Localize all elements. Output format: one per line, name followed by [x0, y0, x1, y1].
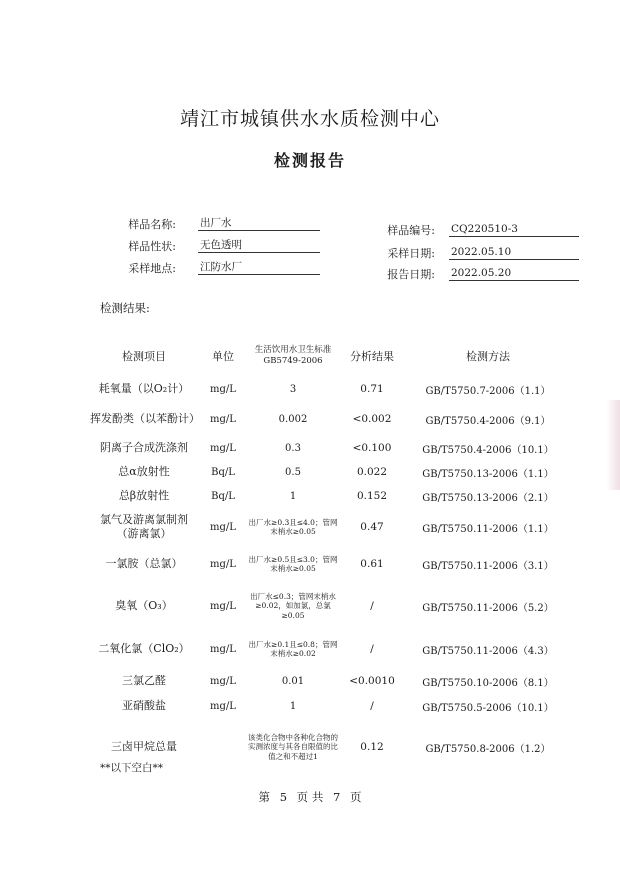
row-item: 氯气及游离氯制剂（游离氯）	[100, 513, 188, 540]
header-item: 检测项目	[122, 350, 166, 363]
report-date-label: 报告日期:	[387, 268, 435, 281]
row-item: 一氯胺（总氯）	[105, 557, 183, 570]
sample-name-value: 出厂水	[198, 216, 320, 231]
row-method: GB/T5750.13-2006（1.1）	[422, 468, 554, 480]
page-mid: 页 共	[296, 790, 324, 804]
row-result: /	[370, 700, 374, 712]
row-unit: mg/L	[210, 521, 236, 533]
table-row	[90, 630, 570, 668]
row-result: 0.47	[360, 521, 384, 533]
header-standard: 生活饮用水卫生标准GB5749-2006	[254, 345, 332, 366]
row-unit	[198, 718, 248, 776]
sample-no-value: CQ220510-3	[449, 222, 579, 237]
row-unit: mg/L	[210, 413, 236, 425]
row-standard: 出厂水≤0.3；管网末梢水≥0.02，如加氯，总氯≥0.05	[250, 591, 336, 620]
sampling-date-value: 2022.05.10	[449, 245, 579, 260]
row-method: GB/T5750.11-2006（4.3）	[422, 645, 554, 657]
row-method: GB/T5750.7-2006（1.1）	[425, 385, 551, 397]
page-current: 5	[279, 790, 288, 804]
row-standard: 出厂水≥0.1且≤0.8；管网末梢水≥0.02	[248, 639, 338, 658]
row-method: GB/T5750.10-2006（8.1）	[422, 677, 554, 689]
sample-state-value: 无色透明	[198, 238, 320, 253]
row-method: GB/T5750.13-2006（2.1）	[422, 492, 554, 504]
row-item: 三卤甲烷总量	[111, 740, 177, 753]
header-unit: 单位	[212, 350, 234, 363]
row-item: 亚硝酸盐	[122, 699, 166, 712]
results-table	[90, 336, 570, 776]
page-suffix: 页	[349, 790, 362, 804]
row-unit: mg/L	[210, 442, 236, 454]
sample-no-label: 样品编号:	[387, 224, 435, 237]
table-header-row	[90, 336, 570, 376]
row-result: 0.152	[356, 490, 388, 502]
sampling-site-label: 采样地点:	[128, 262, 176, 275]
row-method: GB/T5750.11-2006（5.2）	[422, 602, 554, 614]
report-title: 检测报告	[273, 151, 346, 170]
row-standard: 出厂水≥0.3且≤4.0；管网末梢水≥0.05	[248, 517, 338, 536]
row-method: GB/T5750.11-2006（3.1）	[422, 560, 554, 572]
row-result: <0.100	[352, 442, 392, 454]
row-item: 挥发酚类（以苯酚计）	[90, 412, 200, 425]
table-row	[90, 402, 570, 436]
row-item: 总α放射性	[118, 465, 170, 478]
row-unit: mg/L	[210, 383, 236, 395]
row-item: 总β放射性	[118, 489, 170, 502]
row-unit: Bq/L	[211, 466, 235, 478]
page-prefix: 第	[258, 790, 271, 804]
row-unit: mg/L	[210, 700, 236, 712]
page-number	[0, 789, 620, 805]
row-result: <0.002	[352, 413, 392, 425]
results-label: 检测结果:	[100, 301, 150, 315]
row-standard: 该类化合物中各种化合物的实测浓度与其各自限值的比值之和不超过1	[248, 732, 338, 761]
row-item: 阴离子合成洗涤剂	[100, 441, 188, 454]
row-unit: Bq/L	[211, 490, 235, 502]
table-row	[90, 668, 570, 694]
row-standard: 1	[289, 700, 297, 712]
row-result: /	[370, 643, 374, 655]
row-standard: 0.5	[285, 466, 301, 478]
row-unit: mg/L	[210, 643, 236, 655]
table-row	[90, 484, 570, 508]
table-row	[90, 376, 570, 402]
row-item: 臭氧（O₃）	[115, 599, 173, 612]
table-row	[90, 508, 570, 546]
row-standard: 0.3	[285, 442, 301, 454]
sample-name-label: 样品名称:	[128, 218, 176, 231]
table-row	[90, 582, 570, 630]
table-row	[90, 460, 570, 484]
header-method: 检测方法	[466, 350, 510, 363]
row-item: 二氧化氯（ClO₂）	[98, 642, 190, 655]
organization-title: 靖江市城镇供水水质检测中心	[179, 108, 440, 130]
row-unit: mg/L	[210, 558, 236, 570]
row-result: 0.022	[356, 466, 388, 478]
row-standard: 1	[289, 490, 297, 502]
row-result: 0.61	[360, 558, 384, 570]
row-standard: 0.01	[281, 675, 305, 687]
row-method: GB/T5750.8-2006（1.2）	[425, 743, 551, 755]
report-date-value: 2022.05.20	[449, 266, 579, 281]
row-method: GB/T5750.4-2006（10.1）	[422, 444, 554, 456]
row-standard: 0.002	[278, 413, 308, 425]
row-unit: mg/L	[210, 675, 236, 687]
header-result: 分析结果	[350, 350, 394, 363]
row-result: 0.12	[360, 741, 384, 753]
row-method: GB/T5750.4-2006（9.1）	[425, 415, 551, 427]
row-method: GB/T5750.11-2006（1.1）	[422, 523, 554, 535]
end-of-content-note: **以下空白**	[100, 762, 163, 774]
row-method: GB/T5750.5-2006（10.1）	[422, 702, 554, 714]
table-row	[90, 546, 570, 582]
row-item: 三氯乙醛	[122, 674, 166, 687]
stamp-edge-mark	[606, 400, 620, 490]
row-standard: 出厂水≥0.5且≤3.0；管网末梢水≥0.05	[248, 554, 338, 573]
table-row	[90, 694, 570, 718]
row-standard: 3	[289, 383, 297, 395]
sampling-date-label: 采样日期:	[387, 247, 435, 260]
row-result: <0.0010	[349, 675, 395, 687]
row-unit: mg/L	[210, 600, 236, 612]
row-item: 耗氧量（以O₂计）	[98, 382, 190, 395]
sample-state-label: 样品性状:	[128, 240, 176, 253]
table-row	[90, 436, 570, 460]
page-total: 7	[332, 790, 341, 804]
row-result: 0.71	[360, 383, 384, 395]
sampling-site-value: 江防水厂	[198, 260, 320, 275]
row-result: /	[370, 600, 374, 612]
